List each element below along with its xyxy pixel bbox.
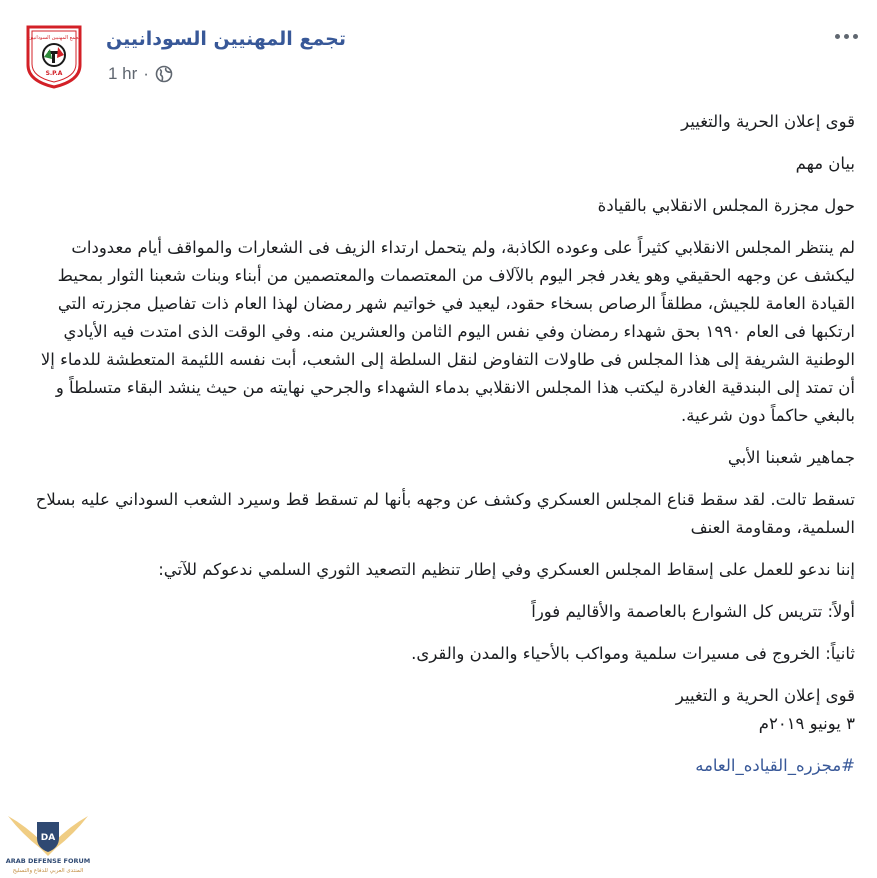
post-meta [108, 64, 173, 84]
post-paragraph: أولاً: تتريس كل الشوارع بالعاصمة والأقاليم فوراً [531, 602, 855, 621]
post-paragraph: لم ينتظر المجلس الانقلابي كثيراً على وعوده الكاذبة، ولم يتحمل ارتداء الزيف فى الشعارات والمواقف أيام معدودات ليكشف عن وجهه الحقيقي وهو يغدر فجر اليوم بالآلاف من المعتصمات والمعتصمين من أبناء وبنات شعبنا الثوار بمحيط القيادة العامة للجيش، مطلقاً الرصاص بسخاء حقود، ليعيد في خواتيم شهر رمضان لهذا العام ذات تفاصيل مجزرته التي ارتكبها فى العام ١٩٩٠ بحق شهداء رمضان وفي نفس اليوم الثامن والعشرين منه. وفي الوقت الذى امتدت فيه الأيادي الوطنية الشريفة إلى هذا المجلس فى طاولات التفاوض لنقل السلطة إلى الشعب، أبت نفسه اللئيمة المتعطشة للدماء إلا أن تمتد إلى البندقية الغادرة ليكتب هذا المجلس الانقلابي بدماء الشهداء والجرحي نهايته من حيث ينشد البقاء متسلطاً و بالبغي حاكماً دون شرعية. [40, 238, 855, 425]
watermark-logo-letters: DA [40, 833, 56, 843]
post-paragraph: ثانياً: الخروج فى مسيرات سلمية ومواكب بالأحياء والمدن والقرى. [411, 644, 855, 663]
more-options-icon [835, 34, 840, 39]
watermark-text: ARAB DEFENSE FORUM [5, 857, 91, 865]
page-avatar[interactable] [24, 21, 84, 89]
watermark-logo [4, 808, 92, 876]
avatar-logo-title: تجمع المهنيين السودانيين [28, 35, 80, 41]
page-name-link[interactable]: تجمع المهنيين السودانيين [106, 28, 346, 50]
avatar-logo-abbrev: S.P.A [45, 70, 63, 77]
post-paragraph: قوى إعلان الحرية و التغيير [675, 686, 855, 705]
hashtag-link[interactable]: #مجزره_القياده_العامه [695, 756, 855, 775]
meta-separator: · [143, 64, 149, 83]
post-header [0, 0, 877, 110]
post-paragraph: جماهير شعبنا الأبي [727, 448, 855, 467]
watermark-subtext: المنتدى العربي للدفاع والتسليح [12, 868, 84, 874]
post-paragraph: حول مجزرة المجلس الانقلابي بالقيادة [597, 196, 855, 215]
post-paragraph: إننا ندعو للعمل على إسقاط المجلس العسكري وفي إطار تنظيم التصعيد الثوري السلمي ندعوكم للآتي: [158, 560, 855, 579]
more-options-button[interactable] [829, 26, 863, 46]
post-paragraph: بيان مهم [795, 154, 855, 173]
post-paragraph: قوى إعلان الحرية والتغيير [681, 112, 855, 131]
post-body [24, 108, 855, 794]
post-paragraph: تسقط تالت. لقد سقط قناع المجلس العسكري وكشف عن وجهه بأنها لم تسقط قط وسيرد الشعب السوداني عليه بسلاح السلمية، ومقاومة العنف [35, 490, 855, 537]
post-date: ٣ يونيو ٢٠١٩م [758, 714, 855, 733]
post-timestamp[interactable]: 1 hr [108, 64, 138, 83]
globe-icon[interactable] [155, 65, 173, 83]
